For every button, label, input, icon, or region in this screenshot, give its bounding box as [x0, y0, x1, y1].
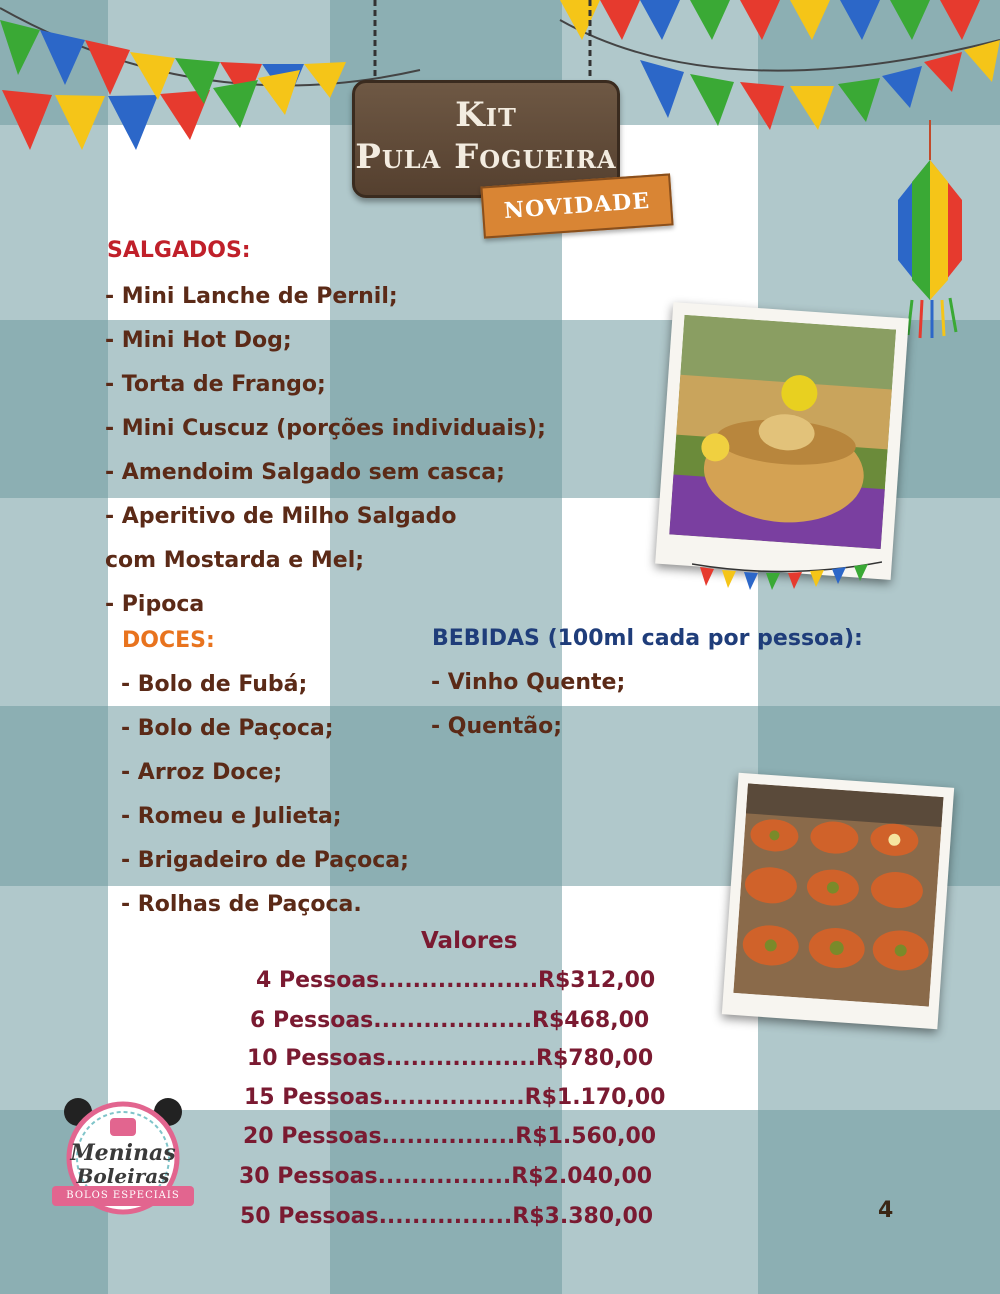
price-row: 10 Pessoas..................R$780,00	[247, 1046, 654, 1071]
food-photo-cuscuz	[655, 302, 909, 580]
price-row: 20 Pessoas................R$1.560,00	[243, 1124, 657, 1149]
meninas-boleiras-logo	[48, 1094, 198, 1218]
list-item: - Bolo de Paçoca;	[121, 716, 334, 741]
list-item: - Mini Cuscuz (porções individuais);	[105, 416, 546, 441]
bebidas-title-label: BEBIDAS	[432, 626, 540, 651]
bebidas-title	[432, 626, 863, 651]
list-item: - Quentão;	[431, 714, 563, 739]
bebidas-title-note: (100ml cada por pessoa):	[547, 626, 863, 651]
doces-title: DOCES:	[122, 628, 215, 653]
price-row: 15 Pessoas.................R$1.170,00	[244, 1085, 666, 1110]
list-item: - Mini Hot Dog;	[105, 328, 292, 353]
page-number: 4	[878, 1198, 894, 1223]
list-item: - Vinho Quente;	[431, 670, 626, 695]
list-item: - Arroz Doce;	[121, 760, 283, 785]
sign-title-line1: Kit	[455, 95, 517, 135]
valores-title: Valores	[421, 928, 518, 954]
list-item: - Rolhas de Paçoca.	[121, 892, 362, 917]
lantern-icon	[890, 120, 970, 340]
sign-title-line2: Pula Fogueira	[355, 137, 617, 177]
food-photo-mini-cuscuz	[722, 773, 954, 1029]
mini-bunting-flags	[692, 560, 882, 596]
cuscuz-image	[669, 315, 896, 549]
list-item: - Mini Lanche de Pernil;	[105, 284, 398, 309]
list-item: - Aperitivo de Milho Salgado	[105, 504, 457, 529]
list-item: - Torta de Frango;	[105, 372, 326, 397]
novidade-label: NOVIDADE	[503, 187, 651, 225]
list-item: - Amendoim Salgado sem casca;	[105, 460, 505, 485]
price-row: 6 Pessoas...................R$468,00	[250, 1008, 650, 1033]
logo-line1: Meninas	[70, 1140, 176, 1166]
list-item: - Romeu e Julieta;	[121, 804, 342, 829]
salgados-title: SALGADOS:	[107, 238, 251, 263]
price-row: 50 Pessoas................R$3.380,00	[240, 1204, 654, 1229]
logo-ribbon: BOLOS ESPECIAIS	[66, 1190, 180, 1201]
list-item: - Pipoca	[105, 592, 205, 617]
price-row: 4 Pessoas...................R$312,00	[256, 968, 656, 993]
mini-cuscuz-image	[733, 783, 943, 1006]
logo-line2: Boleiras	[76, 1164, 170, 1188]
price-row: 30 Pessoas................R$2.040,00	[239, 1164, 653, 1189]
list-item: com Mostarda e Mel;	[105, 548, 365, 573]
list-item: - Bolo de Fubá;	[121, 672, 308, 697]
list-item: - Brigadeiro de Paçoca;	[121, 848, 409, 873]
